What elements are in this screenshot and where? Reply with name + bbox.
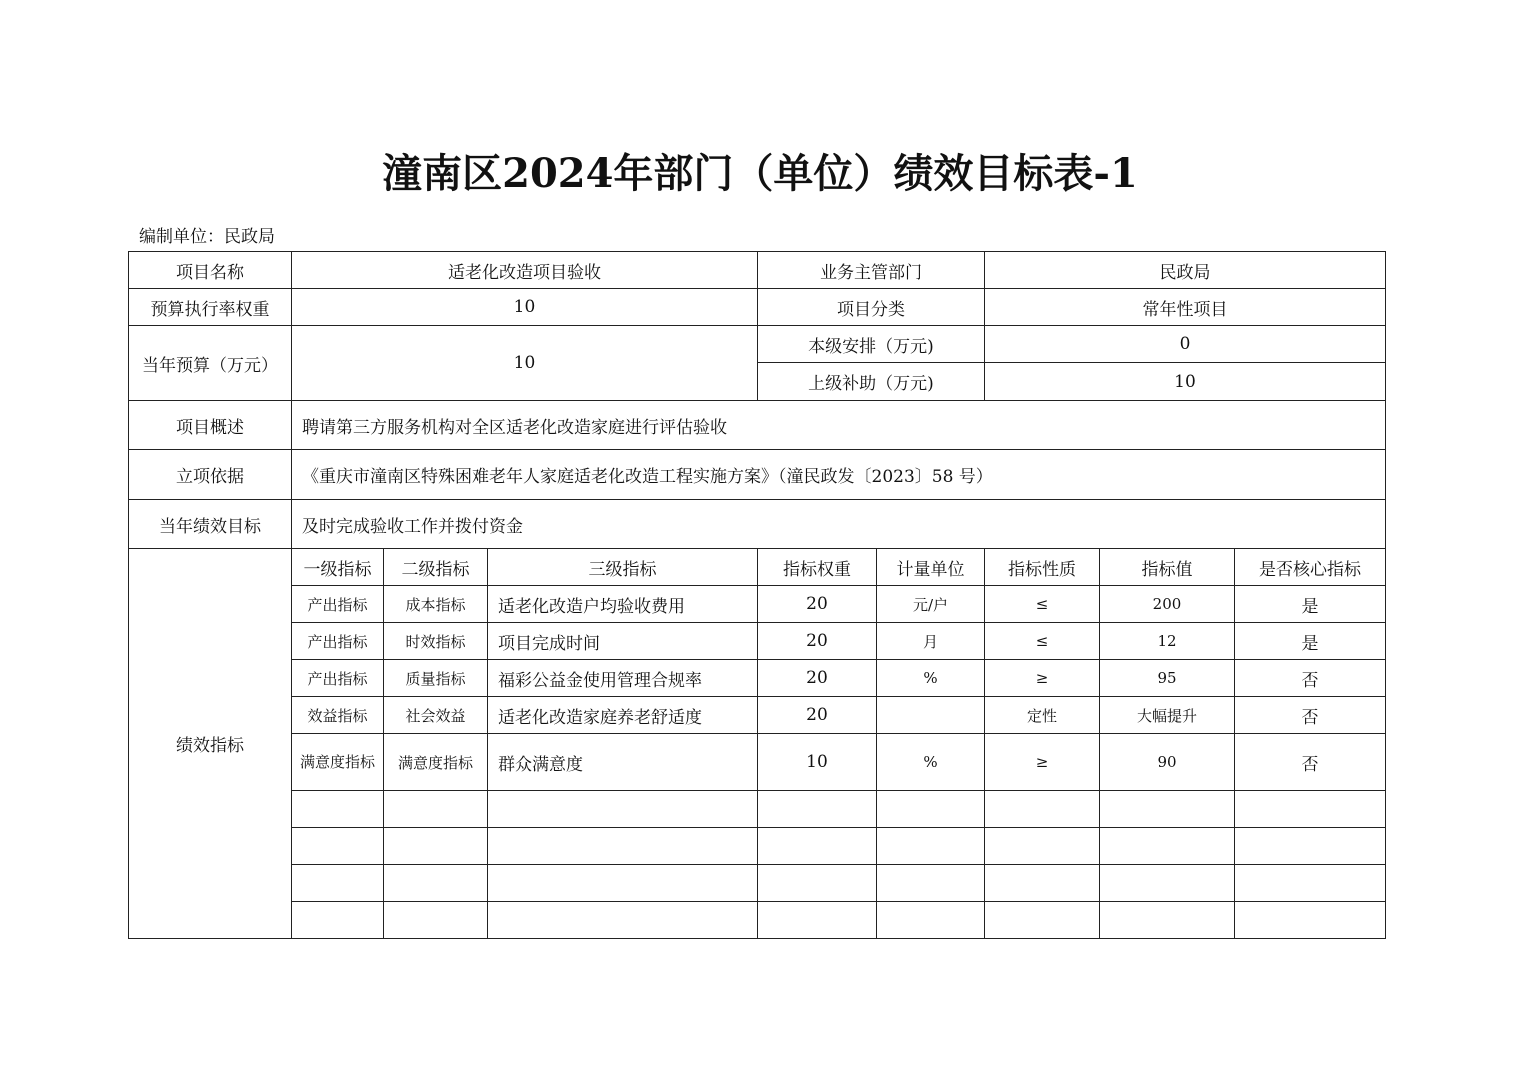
indicator-unit: % (877, 660, 985, 697)
project-name-label: 项目名称 (129, 252, 292, 289)
indicator-weight: 20 (758, 660, 877, 697)
table-row (129, 734, 1386, 791)
overview-value: 聘请第三方服务机构对全区适老化改造家庭进行评估验收 (292, 401, 1386, 450)
upper-label: 上级补助（万元) (758, 363, 985, 401)
indicator-l1: 效益指标 (292, 697, 384, 734)
basis-value: 《重庆市潼南区特殊困难老年人家庭适老化改造工程实施方案》（潼民政发〔2023〕58 号） (292, 450, 1386, 500)
indicator-nature: ≥ (985, 734, 1100, 791)
project-name: 适老化改造项目验收 (292, 252, 758, 289)
performance-table (128, 251, 1386, 939)
budget-label: 当年预算（万元） (129, 326, 292, 401)
row-goal (129, 500, 1386, 549)
indicator-nature: ≤ (985, 623, 1100, 660)
basis-label: 立项依据 (129, 450, 292, 500)
table-row (129, 623, 1386, 660)
indicator-l3: 项目完成时间 (488, 623, 758, 660)
row-basis (129, 450, 1386, 500)
category-value: 常年性项目 (985, 289, 1386, 326)
category-label: 项目分类 (758, 289, 985, 326)
org-label: 编制单位：民政局 (139, 227, 275, 247)
indicator-l2: 社会效益 (384, 697, 488, 734)
indicator-unit: 月 (877, 623, 985, 660)
indicator-unit: % (877, 734, 985, 791)
weight-label: 预算执行率权重 (129, 289, 292, 326)
table-row (129, 660, 1386, 697)
indicator-nature: 定性 (985, 697, 1100, 734)
header-l1: 一级指标 (292, 549, 384, 586)
indicator-weight: 20 (758, 586, 877, 623)
indicator-core: 是 (1235, 623, 1386, 660)
header-weight: 指标权重 (758, 549, 877, 586)
indicator-unit: 元/户 (877, 586, 985, 623)
table-row (129, 586, 1386, 623)
page-title: 潼南区2024年部门（单位）绩效目标表-1 (382, 150, 1138, 197)
indicator-nature: ≤ (985, 586, 1100, 623)
indicator-l1: 产出指标 (292, 586, 384, 623)
empty-row (129, 791, 1386, 828)
indicator-core: 否 (1235, 660, 1386, 697)
header-nature: 指标性质 (985, 549, 1100, 586)
row-budget (129, 326, 1386, 363)
indicator-l2: 满意度指标 (384, 734, 488, 791)
goal-value: 及时完成验收工作并拨付资金 (292, 500, 1386, 549)
indicator-value: 12 (1100, 623, 1235, 660)
indicator-l3: 适老化改造家庭养老舒适度 (488, 697, 758, 734)
indicator-l3: 群众满意度 (488, 734, 758, 791)
indicator-core: 否 (1235, 697, 1386, 734)
upper-value: 10 (985, 363, 1386, 401)
header-unit: 计量单位 (877, 549, 985, 586)
header-core: 是否核心指标 (1235, 549, 1386, 586)
row-weight (129, 289, 1386, 326)
indicator-value: 95 (1100, 660, 1235, 697)
indicator-l3: 福彩公益金使用管理合规率 (488, 660, 758, 697)
weight-value: 10 (292, 289, 758, 326)
indicator-unit (877, 697, 985, 734)
header-l2: 二级指标 (384, 549, 488, 586)
overview-label: 项目概述 (129, 401, 292, 450)
row-overview (129, 401, 1386, 450)
indicator-l3: 适老化改造户均验收费用 (488, 586, 758, 623)
indicator-value: 200 (1100, 586, 1235, 623)
header-l3: 三级指标 (488, 549, 758, 586)
indicator-core: 否 (1235, 734, 1386, 791)
indicator-nature: ≥ (985, 660, 1100, 697)
local-value: 0 (985, 326, 1386, 363)
row-project-name (129, 252, 1386, 289)
table-row (129, 697, 1386, 734)
dept-value: 民政局 (985, 252, 1386, 289)
budget-value: 10 (292, 326, 758, 401)
indicator-weight: 10 (758, 734, 877, 791)
indicator-value: 90 (1100, 734, 1235, 791)
indicator-l2: 时效指标 (384, 623, 488, 660)
local-label: 本级安排（万元) (758, 326, 985, 363)
indicator-l1: 满意度指标 (292, 734, 384, 791)
indicator-weight: 20 (758, 697, 877, 734)
indicator-l1: 产出指标 (292, 623, 384, 660)
goal-label: 当年绩效目标 (129, 500, 292, 549)
indicator-l1: 产出指标 (292, 660, 384, 697)
empty-row (129, 902, 1386, 939)
empty-row (129, 828, 1386, 865)
indicator-l2: 成本指标 (384, 586, 488, 623)
indicator-value: 大幅提升 (1100, 697, 1235, 734)
dept-label: 业务主管部门 (758, 252, 985, 289)
indicator-weight: 20 (758, 623, 877, 660)
header-value: 指标值 (1100, 549, 1235, 586)
indicator-l2: 质量指标 (384, 660, 488, 697)
indicators-label: 绩效指标 (129, 549, 292, 939)
empty-row (129, 865, 1386, 902)
indicator-header-row (129, 549, 1386, 586)
indicator-core: 是 (1235, 586, 1386, 623)
